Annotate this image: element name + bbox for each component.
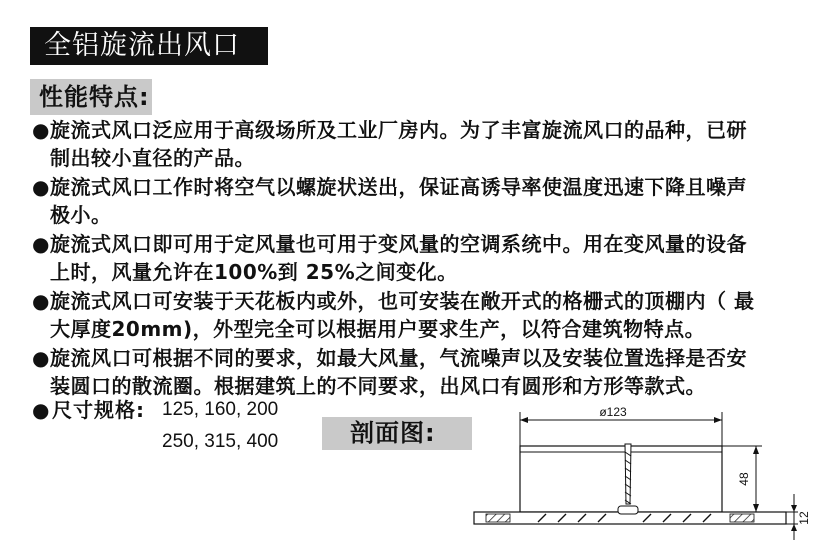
bullet-icon: ● (32, 118, 50, 142)
screw-head-icon (618, 506, 638, 514)
features-heading: 性能特点: (30, 79, 152, 115)
diameter-label: ø123 (599, 406, 627, 419)
feature-line: 旋流式风口泛应用于高级场所及工业厂房内。为了丰富旋流风口的品种，已研 (50, 118, 747, 142)
list-item (30, 173, 820, 229)
feature-line: 制出较小直径的产品。 (50, 146, 255, 170)
faceplate-hatch-left (486, 514, 510, 522)
page-title: 全铝旋流出风口 (30, 27, 268, 65)
list-item (30, 287, 820, 343)
bullet-icon: ● (32, 175, 50, 199)
feature-line: 旋流式风口可安装于天花板内或外，也可安装在敞开式的格栅式的顶棚内（ 最 (50, 289, 755, 313)
list-item (30, 116, 820, 172)
height-label: 48 (737, 472, 751, 486)
feature-line: 极小。 (50, 203, 112, 227)
feature-line: 旋流式风口即可用于定风量也可用于变风量的空调系统中。用在变风量的设备 (50, 232, 747, 256)
list-item (30, 344, 820, 400)
feature-list (30, 116, 820, 401)
feature-line: 装圆口的散流圈。根据建筑上的不同要求，出风口有圆形和方形等款式。 (50, 374, 706, 398)
bullet-icon: ● (32, 346, 50, 370)
duct-collar (520, 446, 722, 512)
section-drawing (468, 406, 820, 543)
size-spec-row-2: 250, 315, 400 (162, 431, 279, 452)
bullet-icon: ● (32, 289, 50, 313)
feature-line: 上时，风量允许在100%到 25%之间变化。 (50, 260, 458, 284)
bullet-icon: ● (32, 232, 50, 256)
arrow-down-icon (753, 504, 759, 512)
arrow-right-icon (714, 417, 722, 423)
arrow-up-icon (753, 446, 759, 454)
list-item (30, 230, 820, 286)
faceplate-hatch-right (730, 514, 754, 522)
arrow-left-icon (520, 417, 528, 423)
bullet-icon: ● (32, 398, 50, 422)
feature-line: 大厚度20mm)，外型完全可以根据用户要求生产，以符合建筑物特点。 (50, 317, 706, 341)
feature-line: 旋流式风口工作时将空气以螺旋状送出，保证高诱导率使温度迅速下降且噪声 (50, 175, 747, 199)
feature-line: 旋流风口可根据不同的要求，如最大风量，气流噪声以及安装位置选择是否安 (50, 346, 747, 370)
size-spec-label: 尺寸规格: (52, 398, 145, 422)
thickness-label: 12 (797, 511, 811, 525)
arrow-down-small-icon (791, 505, 797, 512)
section-drawing-heading: 剖面图: (322, 417, 472, 450)
size-spec-row-1: 125, 160, 200 (162, 399, 279, 420)
